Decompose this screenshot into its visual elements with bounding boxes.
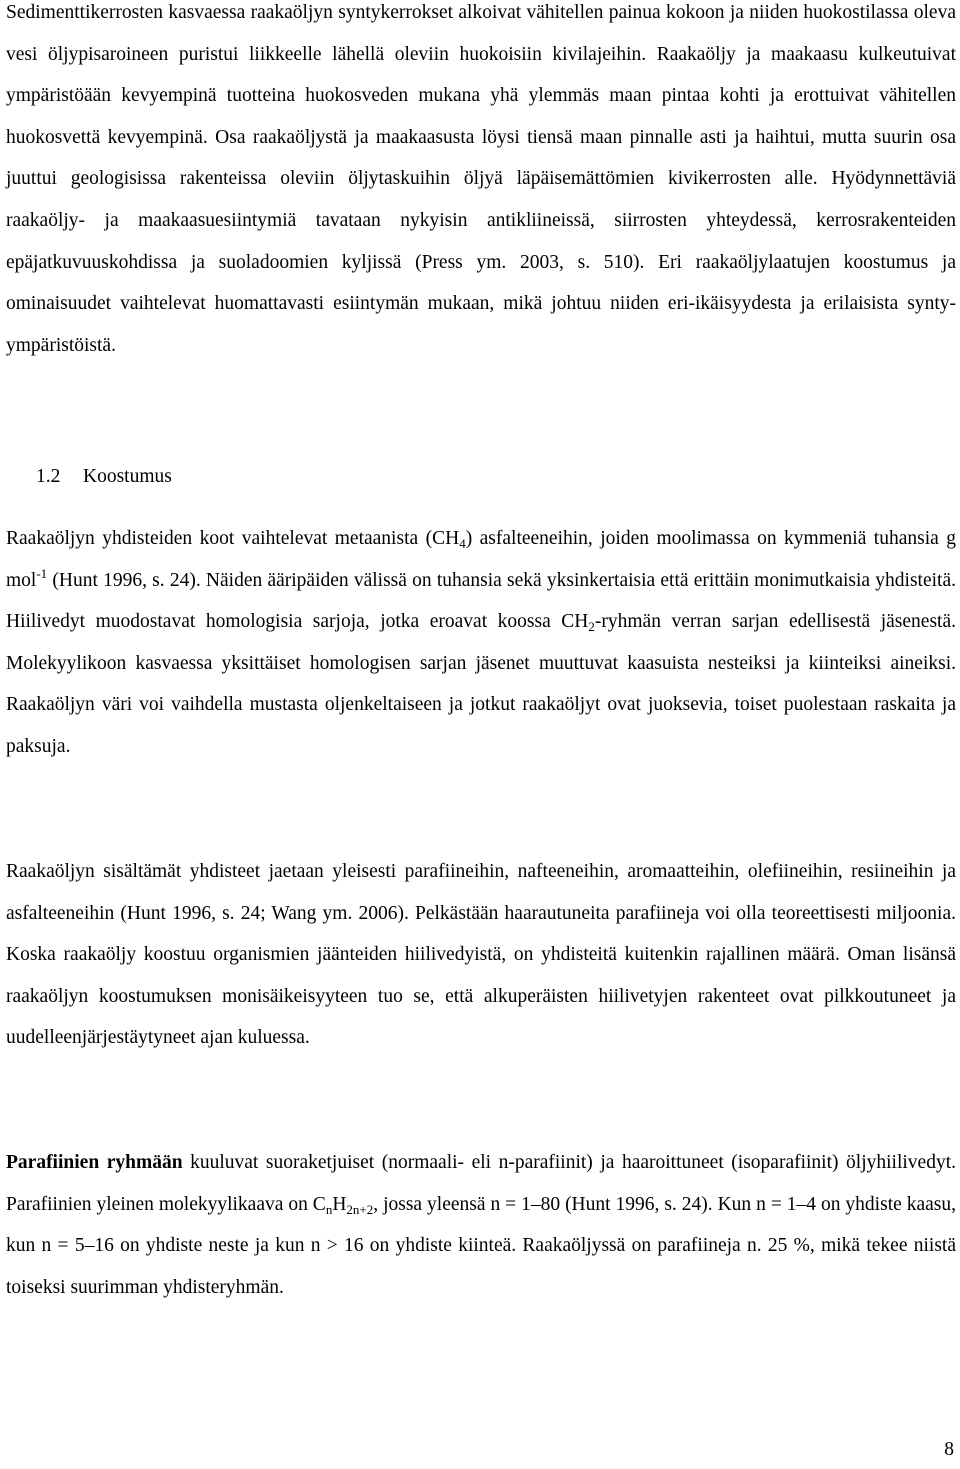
paragraph-composition-text-a: Raakaöljyn yhdisteiden koot vaihtelevat metaanista (CH <box>6 528 460 549</box>
paragraph-composition <box>6 518 956 768</box>
subscript-4: 4 <box>459 536 466 551</box>
paragraph-paraffins-text-b: H <box>332 1193 347 1215</box>
paragraph-formation-text: Sedimenttikerrosten kasvaessa raakaöljyn syntykerrokset alkoivat vähitellen painua kokoon ja niiden huokostilassa oleva vesi öljypisaroineen puristui liikkeelle lähellä oleviin huokoisiin kivilajeihin. Raakaöljy ja maakaasu kulkeutuivat ympäristöään kevyempinä tuotteina huokosveden mukana yhä ylemmäs maan pintaa kohti ja erottuivat vähitellen huokosvettä kevyempinä. Osa raakaöljystä ja maakaasusta löysi tiensä maan pinnalle asti ja haihtui, mutta suurin osa juuttui geologisissa rakenteissa oleviin öljytaskuihin öljyä läpäisemättömien kivikerrosten alle. Hyödynnettäviä raakaöljy- ja maakaasuesiintymiä tavataan nykyisin antikliineissä, siirrosten yhteydessä, kerrosrakenteiden epäjatkuvuuskohdissa ja suoladoomien kyljissä (Press ym. 2003, s. 510). Eri raakaöljylaatujen koostumus ja ominaisuudet vaihtelevat huomattavasti esiintymän mukaan, mikä johtuu niiden eri-ikäisyydesta ja erilaisista synty-ympäristöistä. <box>6 2 956 356</box>
paragraph-formation <box>6 0 956 366</box>
section-title: Koostumus <box>83 466 172 487</box>
page-number: 8 <box>944 1439 954 1460</box>
section-number: 1.2 <box>36 466 61 487</box>
subscript-2: 2 <box>588 619 595 635</box>
paragraph-compound-groups-text: Raakaöljyn sisältämät yhdisteet jaetaan yleisesti parafiineihin, nafteeneihin, aromaatteihin, olefiineihin, resiineihin ja asfalteeneihin (Hunt 1996, s. 24; Wang ym. 2006). Pelkästään haarautuneita parafiineja voi olla teoreettisesti miljoonia. Koska raakaöljy koostuu organismien jäänteiden hiilivedyistä, on yhdisteitä kuitenkin rajallinen määrä. Oman lisänsä raakaöljyn koostumuksen monisäikeisyyteen tuo se, että alkuperäisten hiilivetyjen rakenteet ovat pilkkoutuneet ja uudelleenjärjestäytyneet ajan kuluessa. <box>6 861 956 1049</box>
paragraph-composition-text-c: (Hunt 1996, s. 24). Näiden ääripäiden välissä on tuhansia sekä yksinkertaisia että erittäin monimutkaisia yhdisteitä. Hiilivedyt muodostavat homologisia sarjoja, jotka eroavat koossa CH <box>6 569 956 633</box>
section-heading <box>36 462 172 492</box>
subscript-2n-plus-2: 2n+2 <box>346 1201 374 1217</box>
paragraph-composition-text-d: -ryhmän verran sarjan edellisestä jäsenestä. Molekyylikoon kasvaessa yksittäiset homologisen sarjan jäsenet muuttuvat kaasuista nesteiksi ja kiinteiksi aineiksi. Raakaöljyn väri voi vaihdella mustasta oljenkeltaiseen ja jotkut raakaöljyt ovat juoksevia, toiset puolestaan raskaita ja paksuja. <box>6 611 956 757</box>
paragraph-composition-text-b: ) asfalteeneihin, joiden moolimassa on kymmeniä tuhansia g mol <box>6 528 956 591</box>
superscript-minus-1: -1 <box>36 565 48 581</box>
paragraph-paraffins-text-a: kuuluvat suoraketjuiset (normaali- eli n-parafiinit) ja haaroittuneet (isoparafiinit) öljyhiilivedyt. Parafiinien yleinen molekyylikaava on C <box>6 1152 957 1215</box>
paragraph-paraffins-text-c: , jossa yleensä n = 1–80 (Hunt 1996, s. 24). Kun n = 1–4 on yhdiste kaasu, kun n = 5–16 on yhdiste neste ja kun n > 16 on yhdiste kiinteä. Raakaöljyssä on parafiineja n. 25 %, mikä tekee niistä toiseksi suurimman yhdisteryhmän. <box>6 1193 956 1298</box>
paragraph-paraffins <box>6 1142 956 1308</box>
subscript-n: n <box>325 1201 333 1217</box>
paragraph-compound-groups <box>6 851 956 1059</box>
paraffins-bold-term: Parafiinien ryhmään <box>6 1152 183 1173</box>
